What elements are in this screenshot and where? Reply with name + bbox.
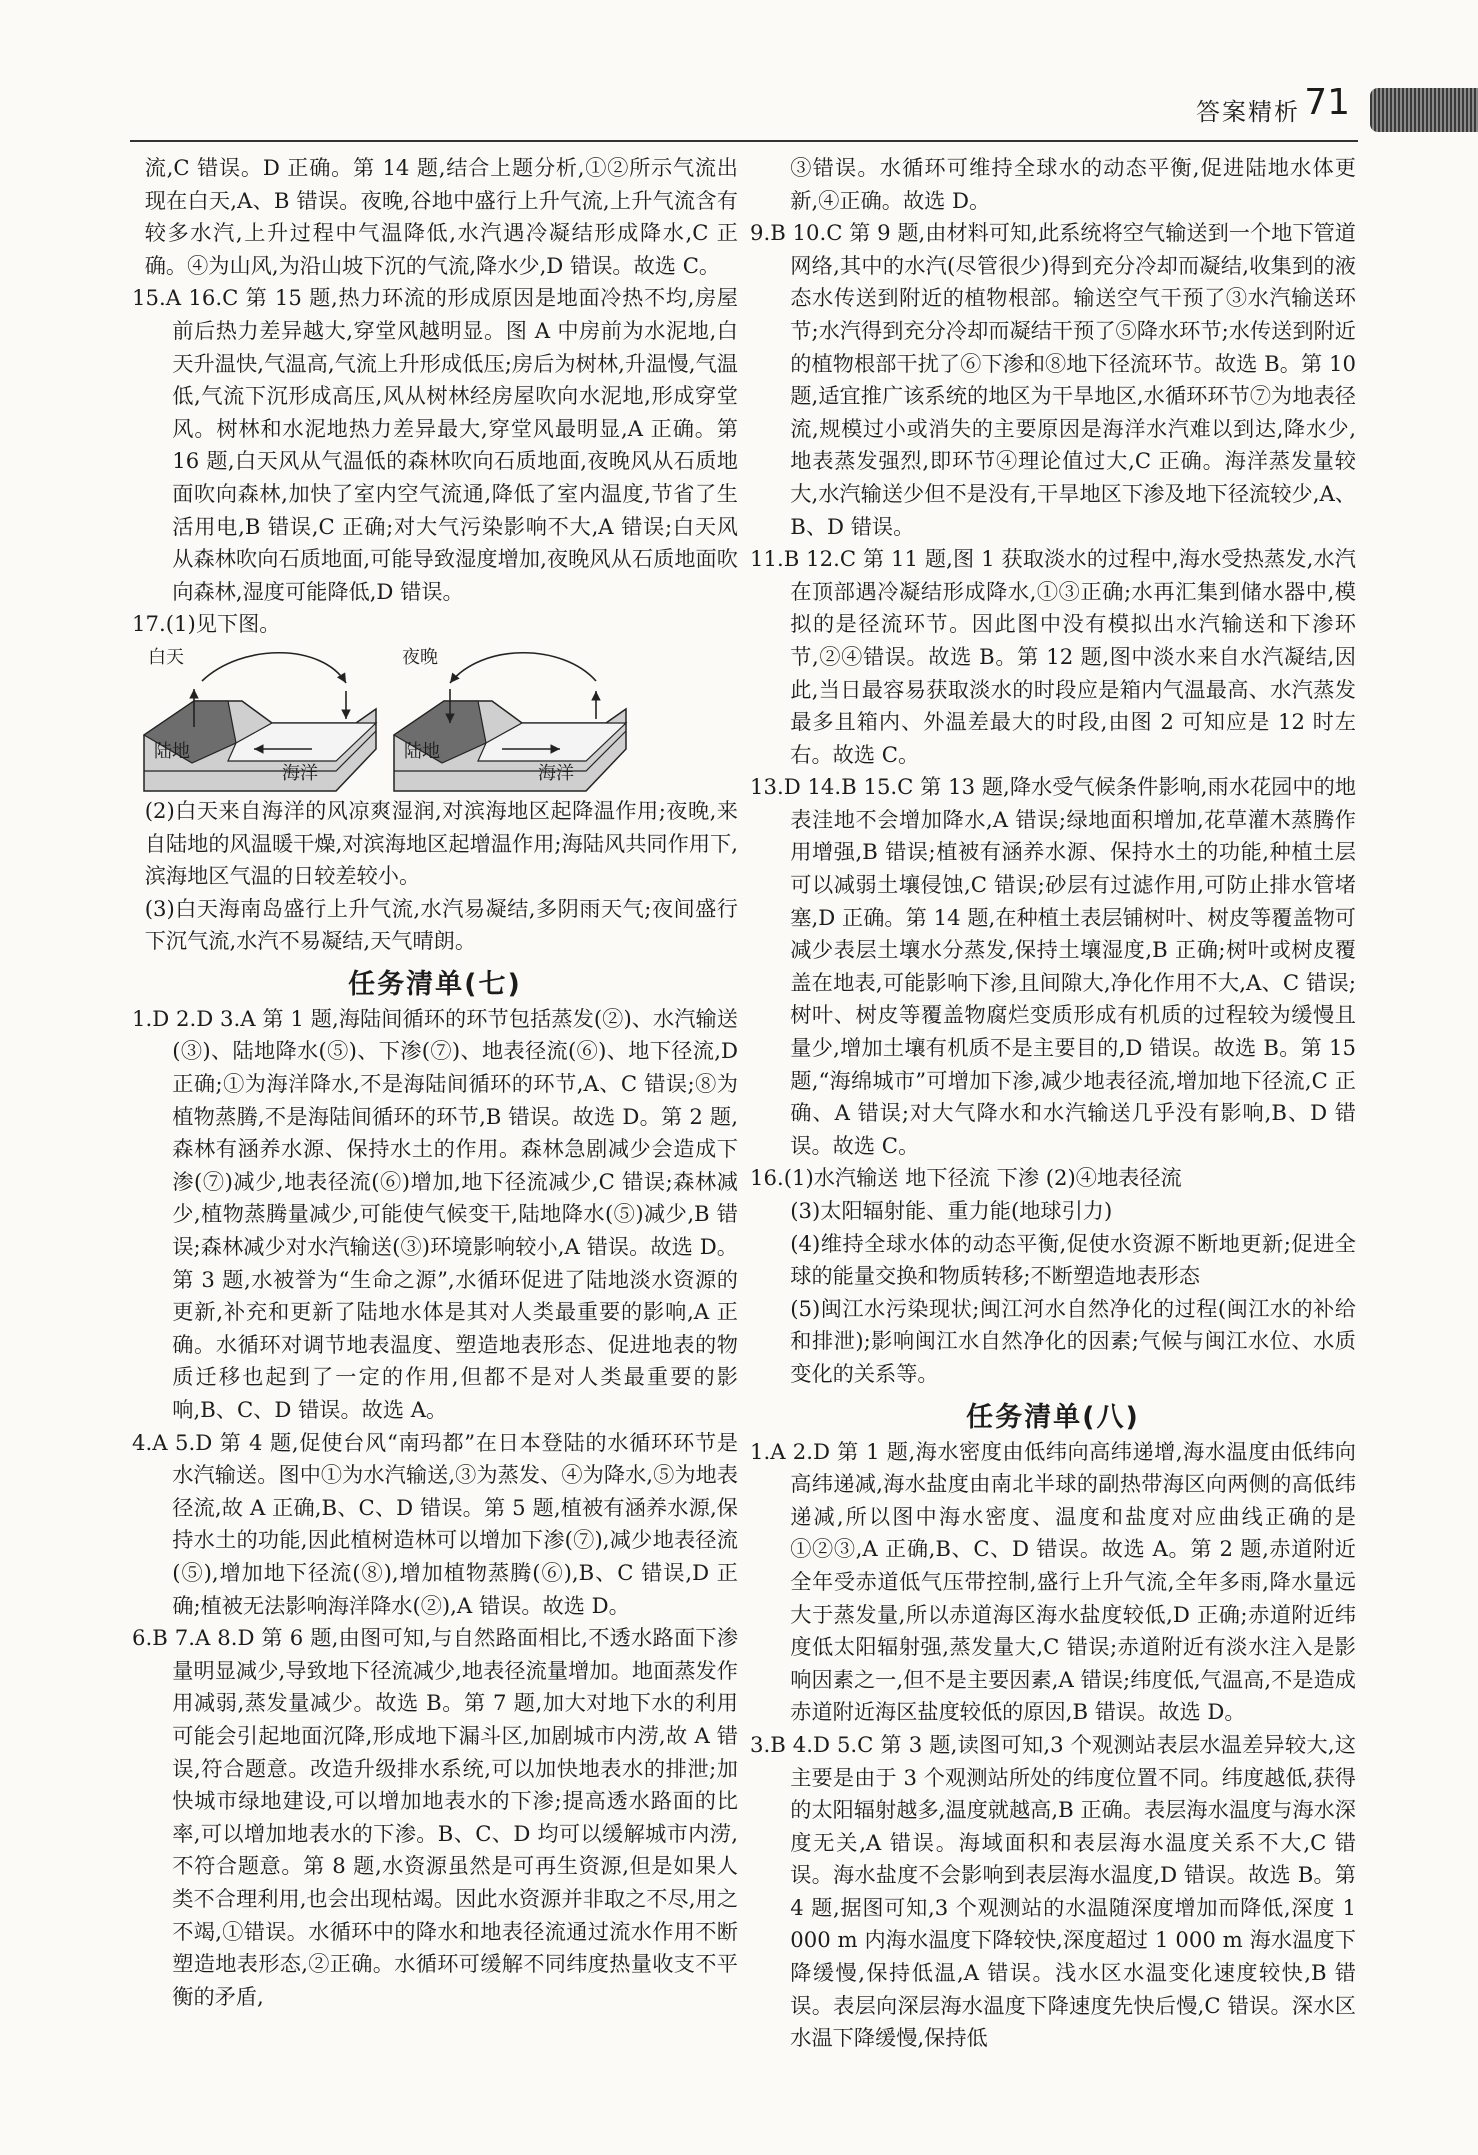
day-block: [144, 653, 376, 791]
sea-label-night: 海洋: [538, 762, 574, 784]
answer-paragraph: 1.A 2.D 第 1 题,海水密度由低纬向高纬递增,海水温度由低纬向高纬递减,海水盐度由南北半球的副热带海区向两侧的高低纬递减,所以图中海水密度、温度和盐度对应曲线正确的是①②③,A 正确,B、C、D 错误。故选 A。第 2 题,赤道附近全年受赤道低气压带控制,盛行上升气流,全年多雨,降水量远大于蒸发量,所以赤道海区海水盐度较低,D 正确;赤道附近纬度低太阳辐射强,蒸发量大,C 错误;赤道附近有淡水注入是影响因素之一,但不是主要因素,A 错误;纬度低,气温高,不是造成赤道附近海区盐度较低的原因,B 错误。故选 D。: [750, 1438, 1356, 1725]
answer-paragraph: 1.D 2.D 3.A 第 1 题,海陆间循环的环节包括蒸发(②)、水汽输送(③)、陆地降水(⑤)、下渗(⑦)、地表径流(⑥)、地下径流,D 正确;①为海洋降水,不是海陆间循环的环节,A、C 错误;⑧为植物蒸腾,不是海陆间循环的环节,B 错误。故选 D。第 2 题,森林有涵养水源、保持水土的作用。森林急剧减少会造成下渗(⑦)减少,地表径流(⑥)增加,地下径流减少,C 错误;森林减少,植物蒸腾量减少,可能使气候变干,陆地降水(⑤)减少,B 错误;森林减少对水汽输送(③)环境影响较小,A 错误。故选 D。第 3 题,水被誉为“生命之源”,水循环促进了陆地淡水资源的更新,补充和更新了陆地水体是其对人类最重要的影响,A 正确。水循环对调节地表温度、塑造地表形态、促进地表的物质迁移也起到了一定的作用,但都不是对人类最重要的影响,B、C、D 错误。故选 A。: [132, 1005, 738, 1422]
night-label: 夜晚: [402, 646, 438, 668]
sea-label-day: 海洋: [282, 762, 318, 784]
answer-paragraph: 13.D 14.B 15.C 第 13 题,降水受气候条件影响,雨水花园中的地表洼地不会增加降水,A 错误;绿地面积增加,花草灌木蒸腾作用增强,B 错误;植被有涵养水源、保持水土的功能,种植土层可以减弱土壤侵蚀,C 错误;砂层有过滤作用,可防止排水管堵塞,D 正确。第 14 题,在种植土表层铺树叶、树皮等覆盖物可减少表层土壤水分蒸发,保持土壤湿度,B 正确;树叶或树皮覆盖在地表,可能影响下渗,且间隙大,净化作用不大,A、C 错误;树叶、树皮等覆盖物腐烂变质形成有机质的过程较为缓慢且量少,增加土壤有机质不是主要目的,D 错误。故选 B。第 15 题,“海绵城市”可增加下渗,减少地表径流,增加地下径流,C 正确、A 错误;对大气降水和水汽输送几乎没有影响,B、D 错误。故选 C。: [750, 774, 1356, 1158]
land-label-day: 陆地: [154, 740, 190, 762]
left-column: [132, 152, 738, 2013]
page-number: 71: [1304, 82, 1350, 123]
answer-paragraph: 6.B 7.A 8.D 第 6 题,由图可知,与自然路面相比,不透水路面下渗量明显减少,导致地下径流减少,地表径流量增加。地面蒸发作用减弱,蒸发量减少。故选 B。第 7 题,加大对地下水的利用可能会引起地面沉降,形成地下漏斗区,加剧城市内涝,故 A 错误,符合题意。改造升级排水系统,可以加快地表水的排泄;加快城市绿地建设,可以增加地表水的下渗;提高透水路面的比率,可以增加地表水的下渗。B、C、D 均可以缓解城市内涝,不符合题意。第 8 题,水资源虽然是可再生资源,但是如果人类不合理利用,也会出现枯竭。因此水资源并非取之不尽,用之不竭,①错误。水循环中的降水和地表径流通过流水作用不断塑造地表形态,②正确。水循环可缓解不同纬度热量收支不平衡的矛盾,: [132, 1625, 738, 2009]
answer-paragraph: 15.A 16.C 第 15 题,热力环流的形成原因是地面冷热不均,房屋前后热力差异越大,穿堂风越明显。图 A 中房前为水泥地,白天升温快,气温高,气流上升形成低压;房后为树林,升温慢,气温低,气流下沉形成高压,风从树林经房屋吹向水泥地,形成穿堂风。树林和水泥地热力差异最大,穿堂风最明显,A 正确。第 16 题,白天风从气温低的森林吹向石质地面,夜晚风从石质地面吹向森林,加快了室内空气流通,降低了室内温度,节省了生活用电,B 错误,C 正确;对大气污染影响不大,A 错误;白天风从森林吹向石质地面,可能导致湿度增加,夜晚风从石质地面吹向森林,湿度可能降低,D 错误。: [132, 285, 738, 604]
land-sea-breeze-diagram: [132, 643, 738, 793]
day-label: 白天: [148, 646, 184, 668]
section-heading-8: 任务清单(八): [966, 1401, 1140, 1433]
answer-paragraph: (5)闽江水污染现状;闽江河水自然净化的过程(闽江水的补给和排泄);影响闽江水自然净化的因素;气候与闽江水位、水质变化的关系等。: [790, 1295, 1356, 1386]
right-column: [750, 152, 1356, 2055]
answer-paragraph: 9.B 10.C 第 9 题,由材料可知,此系统将空气输送到一个地下管道网络,其中的水汽(尽管很少)得到充分冷却而凝结,收集到的液态水传送到附近的植物根部。输送空气干预了③水汽输送环节;水汽得到充分冷却而凝结干预了⑤降水环节;水传送到附近的植物根部干扰了⑥下渗和⑧地下径流环节。故选 B。第 10 题,适宜推广该系统的地区为干旱地区,水循环环节⑦为地表径流,规模过小或消失的主要原因是海洋水汽难以到达,降水少,地表蒸发强烈,即环节④理论值过大,C 正确。海洋蒸发量较大,水汽输送少但不是没有,干旱地区下渗及地下径流较少,A、B、D 错误。: [750, 220, 1356, 539]
answer-paragraph: 流,C 错误。D 正确。第 14 题,结合上题分析,①②所示气流出现在白天,A、B 错误。夜晚,谷地中盛行上升气流,上升气流含有较多水汽,上升过程中气温降低,水汽遇冷凝结形成降水,C 正确。④为山风,为沿山坡下沉的气流,降水少,D 错误。故选 C。: [144, 155, 738, 278]
header-rule: [130, 140, 1358, 142]
answer-paragraph: (4)维持全球水体的动态平衡,促使水资源不断地更新;促进全球的能量交换和物质转移;不断塑造地表形态: [790, 1230, 1356, 1289]
answer-paragraph: 11.B 12.C 第 11 题,图 1 获取淡水的过程中,海水受热蒸发,水汽在顶部遇冷凝结形成降水,①③正确;水再汇集到储水器中,模拟的是径流环节。因此图中没有模拟出水汽输送和下渗环节,②④错误。故选 B。第 12 题,图中淡水来自水汽凝结,因此,当日最容易获取淡水的时段应是箱内气温最高、水汽蒸发最多且箱内、外温差最大的时段,由图 2 可知应是 12 时左右。故选 C。: [750, 546, 1356, 767]
section-heading-7: 任务清单(七): [348, 968, 522, 1000]
answer-paragraph: (3)白天海南岛盛行上升气流,水汽易凝结,多阴雨天气;夜间盛行下沉气流,水汽不易凝结,天气晴朗。: [144, 895, 738, 954]
night-block: [394, 653, 626, 791]
answer-paragraph: 4.A 5.D 第 4 题,促使台风“南玛都”在日本登陆的水循环环节是水汽输送。图中①为水汽输送,③为蒸发、④为降水,⑤为地表径流,故 A 正确,B、C、D 错误。第 5 题,植被有涵养水源,保持水土的功能,因此植树造林可以增加下渗(⑦),减少地表径流(⑤),增加地下径流(⑧),增加植物蒸腾(⑥),B、C 错误,D 正确;植被无法影响海洋降水(②),A 错误。故选 D。: [132, 1429, 738, 1618]
answer-paragraph: (2)白天来自海洋的风凉爽湿润,对滨海地区起降温作用;夜晚,来自陆地的风温暖干燥,对滨海地区起增温作用;海陆风共同作用下,滨海地区气温的日较差较小。: [144, 797, 738, 889]
answer-paragraph: 3.B 4.D 5.C 第 3 题,读图可知,3 个观测站表层水温差异较大,这主要是由于 3 个观测站所处的纬度位置不同。纬度越低,获得的太阳辐射越多,温度就越高,B 正确。表层海水温度与海水深度无关,A 错误。海域面积和表层海水温度关系不大,C 错误。海水盐度不会影响到表层海水温度,D 错误。故选 B。第 4 题,据图可知,3 个观测站的水温随深度增加而降低,深度 1 000 m 内海水温度下降较快,深度超过 1 000 m 海水温度下降缓慢,保持低温,A 错误。浅水区水温变化速度较快,B 错误。表层向深层海水温度下降速度先快后慢,C 错误。深水区水温下降缓慢,保持低: [750, 1731, 1356, 2051]
answer-paragraph: 16.(1)水汽输送 地下径流 下渗 (2)④地表径流: [750, 1165, 1182, 1191]
header-title: 答案精析: [1196, 98, 1300, 126]
answer-paragraph: 17.(1)见下图。: [132, 611, 281, 637]
answer-paragraph: ③错误。水循环可维持全球水的动态平衡,促进陆地水体更新,④正确。故选 D。: [790, 155, 1356, 213]
land-label-night: 陆地: [404, 740, 440, 762]
page-header: [0, 82, 1478, 148]
answer-paragraph: (3)太阳辐射能、重力能(地球引力): [790, 1198, 1113, 1223]
edge-tab: [1370, 88, 1478, 132]
